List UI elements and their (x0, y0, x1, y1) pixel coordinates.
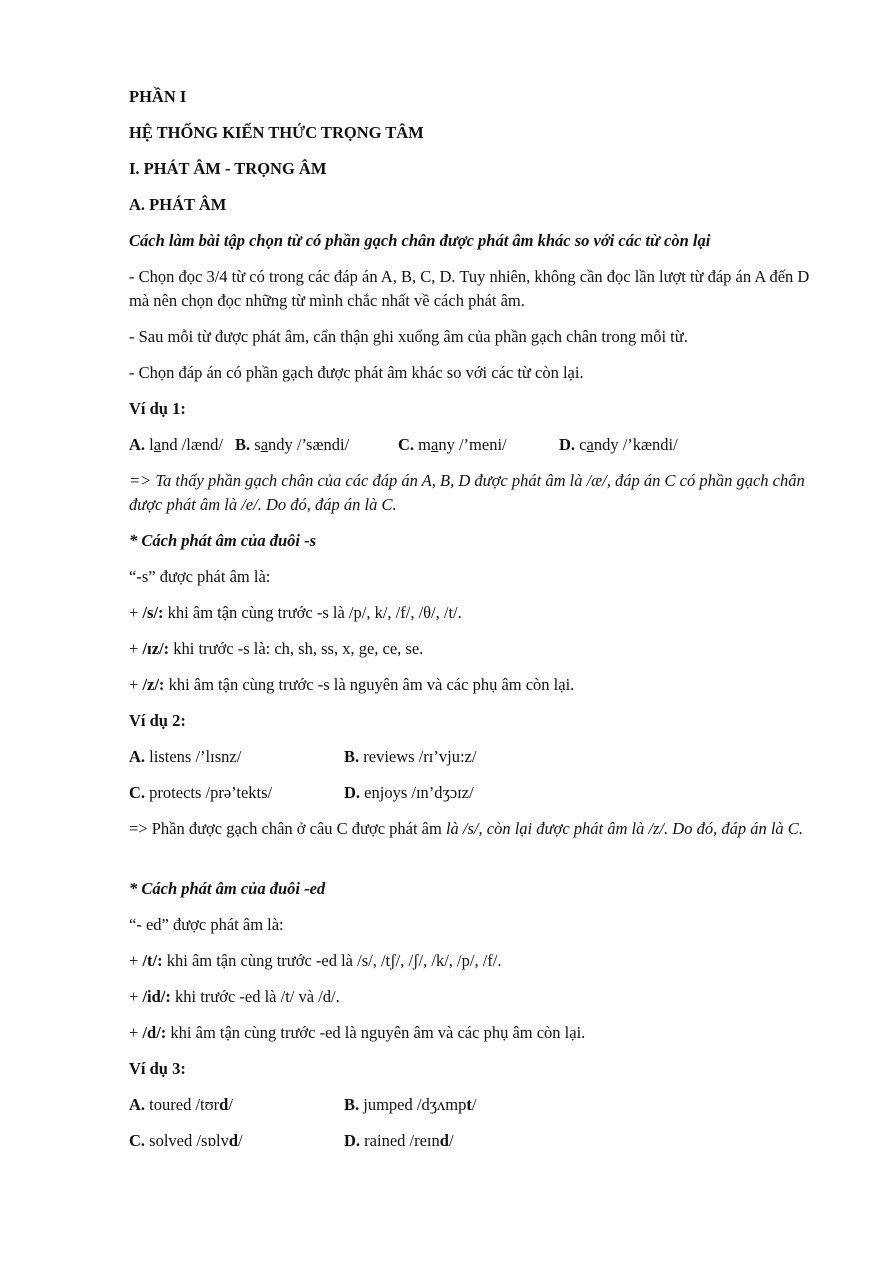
bullet: + (129, 675, 143, 694)
phoneme: /d/: (142, 1023, 167, 1042)
phoneme: /s/: (142, 603, 164, 622)
word-part: s (254, 435, 261, 454)
example-1-option-c (398, 433, 507, 457)
bold-sound: d (219, 1095, 229, 1114)
option-text: enjoys /ɪn’dʒɔɪz/ (360, 783, 474, 802)
phoneme: /t/: (142, 951, 163, 970)
example-2-option-a (129, 745, 241, 769)
method-step-3: - Chọn đáp án có phần gạch được phát âm khác so với các từ còn lại. (129, 363, 584, 382)
explanation-italic: là /s/, còn lại được phát âm là /z/. Do đó, đáp án là C. (445, 819, 803, 838)
system-heading: HỆ THỐNG KIẾN THỨC TRỌNG TÂM (129, 123, 424, 142)
ed-ending-title: * Cách phát âm của đuôi -ed (129, 879, 326, 898)
option-text: listens /’lɪsnz/ (145, 747, 242, 766)
rule-text: khi âm tận cùng trước -ed là nguyên âm và các phụ âm còn lại. (166, 1023, 586, 1042)
rule-text: khi trước -ed là /t/ và /d/. (170, 987, 340, 1006)
bold-sound: d (439, 1131, 449, 1150)
option-letter: A. (129, 1095, 146, 1114)
word-rest: ndy /’kændi/ (593, 435, 678, 454)
example-1-option-b (235, 433, 349, 457)
bold-sound: t (466, 1095, 472, 1114)
phoneme: /id/: (142, 987, 171, 1006)
method-step-1: - Chọn đọc 3/4 từ có trong các đáp án A, B, C, D. Tuy nhiên, không cần đọc lần lượt từ đáp án A đến D mà nên chọn đọc những từ mình chắc nhất về cách phát âm. (129, 267, 810, 310)
word-rest: ndy /’sændi/ (268, 435, 350, 454)
ed-ending-rule-1 (129, 949, 502, 973)
s-ending-intro: “-s” được phát âm là: (129, 567, 271, 586)
option-text: solved /sɒlv (145, 1131, 229, 1150)
option-letter: C. (398, 435, 415, 454)
s-ending-rule-3 (129, 673, 574, 697)
option-letter: D. (344, 783, 361, 802)
ed-ending-rule-3 (129, 1021, 585, 1045)
s-ending-rule-2 (129, 637, 423, 661)
underlined-letter: a (153, 435, 162, 454)
rule-text: khi trước -s là: ch, sh, ss, x, ge, ce, se. (169, 639, 424, 658)
option-letter: C. (129, 1131, 146, 1150)
option-text: jumped /dʒʌmp (359, 1095, 467, 1114)
option-letter: B. (344, 747, 360, 766)
example-1-option-a (129, 433, 223, 457)
phoneme: /z/: (142, 675, 165, 694)
option-letter: C. (129, 783, 146, 802)
example-3-option-d (344, 1129, 454, 1153)
ed-ending-intro: “- ed” được phát âm là: (129, 915, 284, 934)
subsection-heading: A. PHÁT ÂM (129, 195, 227, 214)
example-2-option-d (344, 781, 474, 805)
underlined-letter: a (431, 435, 439, 454)
example-3-label: Ví dụ 3: (129, 1059, 186, 1078)
option-letter: A. (129, 435, 146, 454)
rule-text: khi âm tận cùng trước -s là nguyên âm và các phụ âm còn lại. (164, 675, 575, 694)
underlined-letter: a (586, 435, 594, 454)
example-2-explanation (129, 817, 819, 841)
method-step-2: - Sau mỗi từ được phát âm, cẩn thận ghi xuống âm của phần gạch chân trong mỗi từ. (129, 327, 688, 346)
ed-ending-rule-2 (129, 985, 340, 1009)
bold-sound: d (228, 1131, 239, 1150)
rule-text: khi âm tận cùng trước -s là /p/, k/, /f/, /θ/, /t/. (163, 603, 462, 622)
word-rest: ny /’meni/ (438, 435, 507, 454)
option-text: rained /reɪn (360, 1131, 440, 1150)
option-letter: D. (559, 435, 576, 454)
underlined-letter: a (260, 435, 269, 454)
option-close: / (471, 1095, 477, 1114)
word-part: l (149, 435, 154, 454)
word-part: c (579, 435, 587, 454)
method-title: Cách làm bài tập chọn từ có phần gạch chân được phát âm khác so với các từ còn lại (129, 231, 711, 250)
option-text: reviews /rɪ’vju:z/ (359, 747, 477, 766)
bullet: + (129, 603, 143, 622)
option-letter: B. (344, 1095, 360, 1114)
section-heading: I. PHÁT ÂM - TRỌNG ÂM (129, 159, 327, 178)
example-2-option-b (344, 745, 476, 769)
example-3-option-a (129, 1093, 233, 1117)
bullet: + (129, 951, 143, 970)
option-letter: B. (235, 435, 251, 454)
word-rest: nd /lænd/ (161, 435, 223, 454)
example-3-option-c (129, 1129, 243, 1153)
bullet: + (129, 1023, 143, 1042)
example-1-option-d (559, 433, 678, 457)
example-1-label: Ví dụ 1: (129, 399, 186, 418)
example-1-explanation: => Ta thấy phần gạch chân của các đáp án A, B, D được phát âm là /æ/, đáp án C có phần gạch chân được phát âm là /e/. Do đó, đáp án là C. (129, 471, 805, 514)
bullet: + (129, 639, 143, 658)
example-3-option-b (344, 1093, 476, 1117)
explanation-text: => Phần được gạch chân ở câu C được phát âm (129, 819, 446, 838)
part-heading: PHẦN I (129, 87, 187, 106)
example-2-label: Ví dụ 2: (129, 711, 186, 730)
option-close: / (228, 1095, 233, 1114)
phoneme: /ɪz/: (142, 639, 170, 658)
option-letter: D. (344, 1131, 361, 1150)
rule-text: khi âm tận cùng trước -ed là /s/, /tʃ/, /ʃ/, /k/, /p/, /f/. (162, 951, 502, 970)
s-ending-title: * Cách phát âm của đuôi -s (129, 531, 317, 550)
word-part: m (418, 435, 432, 454)
option-text: protects /prə’tekts/ (145, 783, 273, 802)
s-ending-rule-1 (129, 601, 462, 625)
example-2-option-c (129, 781, 272, 805)
option-letter: A. (129, 747, 146, 766)
option-close: / (238, 1131, 243, 1150)
bullet: + (129, 987, 143, 1006)
option-close: / (448, 1131, 454, 1150)
option-text: toured /tʊr (145, 1095, 220, 1114)
